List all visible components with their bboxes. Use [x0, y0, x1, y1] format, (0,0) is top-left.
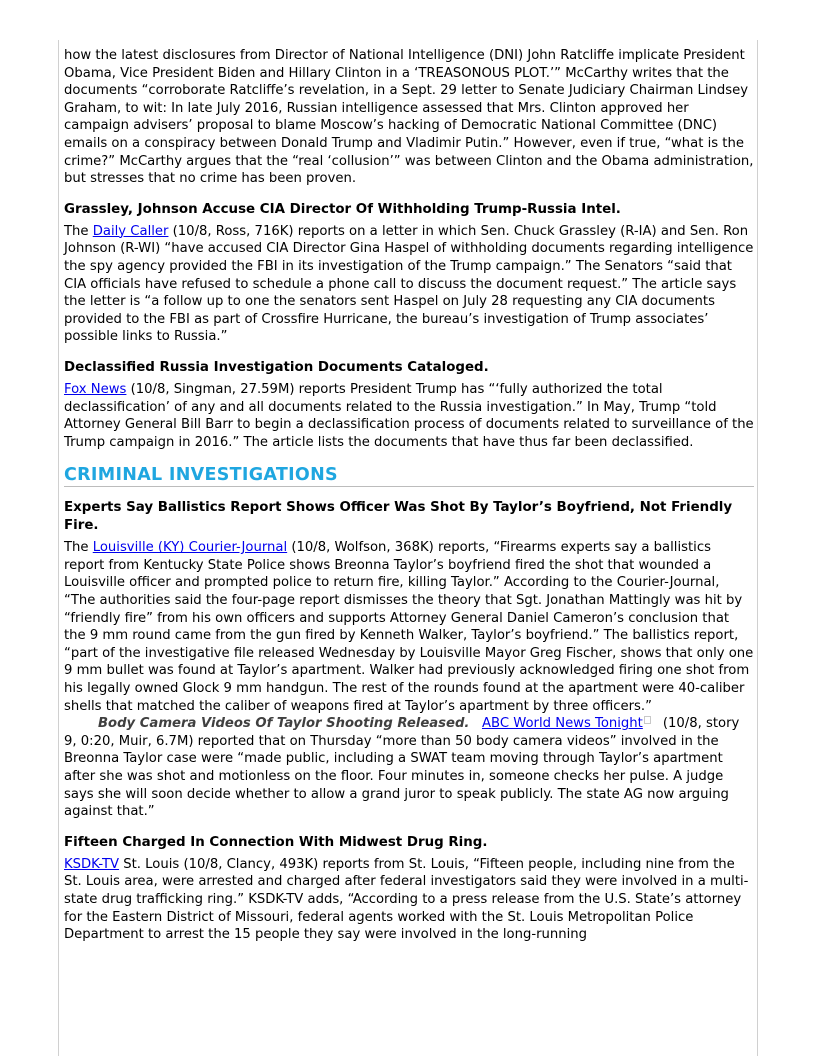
document-content [64, 47, 754, 944]
article-headline: Experts Say Ballistics Report Shows Officer Was Shot By Taylor’s Boyfriend, Not Friendly Fire. [64, 500, 733, 534]
video-icon[interactable] [644, 716, 651, 724]
source-link-ksdk-tv[interactable]: KSDK-TV [64, 856, 120, 872]
article-paragraph: KSDK-TV St. Louis (10/8, Clancy, 493K) reports from St. Louis, “Fifteen people, including nine from the St. Louis area, were arrested and charged after federal investigators said they were involved in a multi-state drug trafficking ring.” KSDK-TV adds, “According to a press release from the U.S. State’s attorney for the Eastern District of Missouri, federal agents worked with the St. Louis Metropolitan Police Department to arrest the 15 people they say were involved in the long-running [64, 856, 749, 943]
source-link-fox-news[interactable]: Fox News [64, 381, 127, 397]
source-link-daily-caller[interactable]: Daily Caller [92, 223, 169, 239]
article-headline: Declassified Russia Investigation Documents Cataloged. [64, 359, 489, 375]
source-link-courier-journal[interactable]: Louisville (KY) Courier-Journal [92, 540, 288, 556]
article-headline: Grassley, Johnson Accuse CIA Director Of Withholding Trump-Russia Intel. [64, 201, 621, 217]
article-paragraph: The Daily Caller (10/8, Ross, 716K) reports on a letter in which Sen. Chuck Grassley (R-IA) and Sen. Ron Johnson (R-WI) “have accused CIA Director Gina Haspel of withholding documents regarding intelligence the spy agency provided the FBI in its investigation of the Trump campaign.” The Senators “said that CIA officials have refused to schedule a phone call to discuss the document request.” The article says the letter is “a follow up to one the senators sent Haspel on July 28 requesting any CIA documents provided to the FBI as part of Crossfire Hurricane, the bureau’s investigation of Trump associates’ possible links to Russia.” [64, 223, 754, 345]
page [58, 40, 758, 1056]
article-paragraph: how the latest disclosures from Director of National Intelligence (DNI) John Ratcliffe implicate President Obama, Vice President Biden and Hillary Clinton in a ‘TREASONOUS PLOT.’” McCarthy writes that the documents “corroborate Ratcliffe’s revelation, in a Sept. 29 letter to Senate Judiciary Chairman Lindsey Graham, to wit: In late July 2016, Russian intelligence assessed that Mrs. Clinton approved her campaign advisers’ proposal to blame Moscow’s hacking of Democratic National Committee (DNC) emails on a conspiracy between Donald Trump and Vladimir Putin.” However, even if true, “what is the crime?” McCarthy argues that the “real ‘collusion’” was between Clinton and the Obama administration, but stresses that no crime has been proven. [64, 48, 754, 187]
article-paragraph: The Louisville (KY) Courier-Journal (10/8, Wolfson, 368K) reports, “Firearms experts say a ballistics report from Kentucky State Police shows Breonna Taylor’s boyfriend fired the shot that wounded a Louisville officer and prompted police to return fire, killing Taylor.” According to the Courier-Journal, “The authorities said the four-page report dismisses the theory that Sgt. Jonathan Mattingly was hit by “friendly fire” from his own officers and supports Attorney General Daniel Cameron’s conclusion that the 9 mm round came from the gun fired by Kenneth Walker, Taylor’s boyfriend.” The ballistics report, “part of the investigative file released Wednesday by Louisville Mayor Greg Fischer, shows that only one 9 mm bullet was found at Taylor’s apartment. Walker had previously acknowledged firing one shot from his legally owned Glock 9 mm handgun. The rest of the rounds found at the apartment were 40-caliber shells that matched the caliber of weapons fired at Taylor’s apartment by three officers.” [64, 540, 754, 714]
source-link-abc-world-news[interactable]: ABC World News Tonight [481, 716, 643, 732]
section-title: CRIMINAL INVESTIGATIONS [64, 465, 754, 487]
sub-headline: Body Camera Videos Of Taylor Shooting Released. [98, 716, 470, 732]
article-paragraph: Fox News (10/8, Singman, 27.59M) reports President Trump has “‘fully authorized the total declassification’ of any and all documents related to the Russia investigation.” In May, Trump “told Attorney General Bill Barr to begin a declassification process of documents related to surveillance of the Trump campaign in 2016.” The article lists the documents that have thus far been declassified. [64, 381, 754, 450]
sub-article-paragraph: Body Camera Videos Of Taylor Shooting Released. ABC World News Tonight (10/8, story 9, 0:20, Muir, 6.7M) reported that on Thursday “more than 50 body camera videos” involved in the Breonna Taylor case were “made public, including a SWAT team moving through Taylor’s apartment after she was shot and motionless on the floor. Four minutes in, someone checks her pulse. A judge says she will soon decide whether to allow a grand juror to speak publicly. The state AG now arguing against that.” [64, 716, 740, 820]
article-headline: Fifteen Charged In Connection With Midwest Drug Ring. [64, 834, 488, 850]
